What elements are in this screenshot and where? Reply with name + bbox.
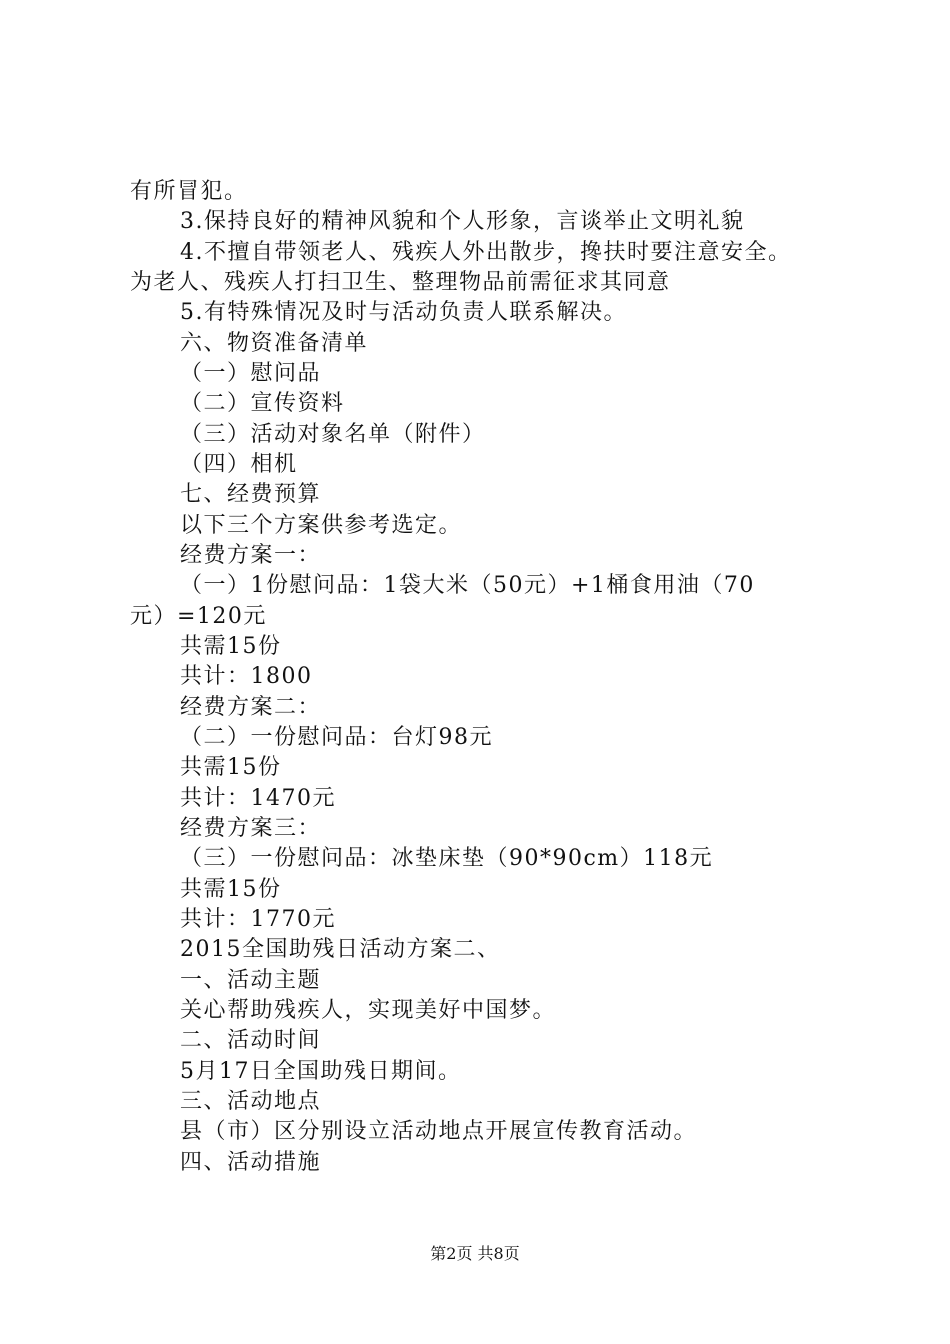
text-line: 县（市）区分别设立活动地点开展宣传教育活动。 bbox=[180, 1119, 698, 1144]
section-heading: 七、经费预算 bbox=[180, 482, 322, 507]
text-line: 3.保持良好的精神风貌和个人形象，言谈举止文明礼貌 bbox=[180, 209, 745, 234]
text-line: 共需15份 bbox=[180, 755, 282, 780]
text-line: 关心帮助残疾人，实现美好中国梦。 bbox=[180, 998, 557, 1023]
text-line: 共计：1770元 bbox=[180, 907, 336, 932]
text-line: 为老人、残疾人打扫卫生、整理物品前需征求其同意 bbox=[130, 270, 671, 295]
section-heading: 四、活动措施 bbox=[180, 1150, 322, 1175]
text-line: （三）一份慰问品：冰垫床垫（90*90cm）118元 bbox=[180, 846, 714, 871]
list-item: （二）宣传资料 bbox=[180, 391, 345, 416]
section-heading: 一、活动主题 bbox=[180, 968, 322, 993]
text-line: 5.有特殊情况及时与活动负责人联系解决。 bbox=[180, 300, 627, 325]
plan-heading: 经费方案二： bbox=[180, 695, 322, 720]
text-line: 元）=120元 bbox=[130, 604, 267, 629]
list-item: （四）相机 bbox=[180, 452, 298, 477]
list-item: （三）活动对象名单（附件） bbox=[180, 422, 486, 447]
text-line: （二）一份慰问品：台灯98元 bbox=[180, 725, 493, 750]
document-title: 2015全国助残日活动方案二、 bbox=[180, 937, 501, 962]
text-line: 4.不擅自带领老人、残疾人外出散步，搀扶时要注意安全。 bbox=[180, 240, 792, 265]
plan-heading: 经费方案一： bbox=[180, 543, 322, 568]
text-line: 共计：1470元 bbox=[180, 786, 336, 811]
section-heading: 二、活动时间 bbox=[180, 1028, 322, 1053]
section-heading: 三、活动地点 bbox=[180, 1089, 322, 1114]
text-line: 以下三个方案供参考选定。 bbox=[180, 513, 463, 538]
plan-heading: 经费方案三： bbox=[180, 816, 322, 841]
text-line: 共需15份 bbox=[180, 877, 282, 902]
text-line: 共计：1800 bbox=[180, 664, 313, 689]
text-line: （一）1份慰问品：1袋大米（50元）+1桶食用油（70 bbox=[180, 573, 755, 598]
page-number: 第2页 共8页 bbox=[430, 1244, 520, 1263]
list-item: （一）慰问品 bbox=[180, 361, 322, 386]
text-line: 共需15份 bbox=[180, 634, 282, 659]
text-line: 5月17日全国助残日期间。 bbox=[180, 1059, 462, 1084]
section-heading: 六、物资准备清单 bbox=[180, 331, 369, 356]
text-line: 有所冒犯。 bbox=[130, 179, 248, 204]
